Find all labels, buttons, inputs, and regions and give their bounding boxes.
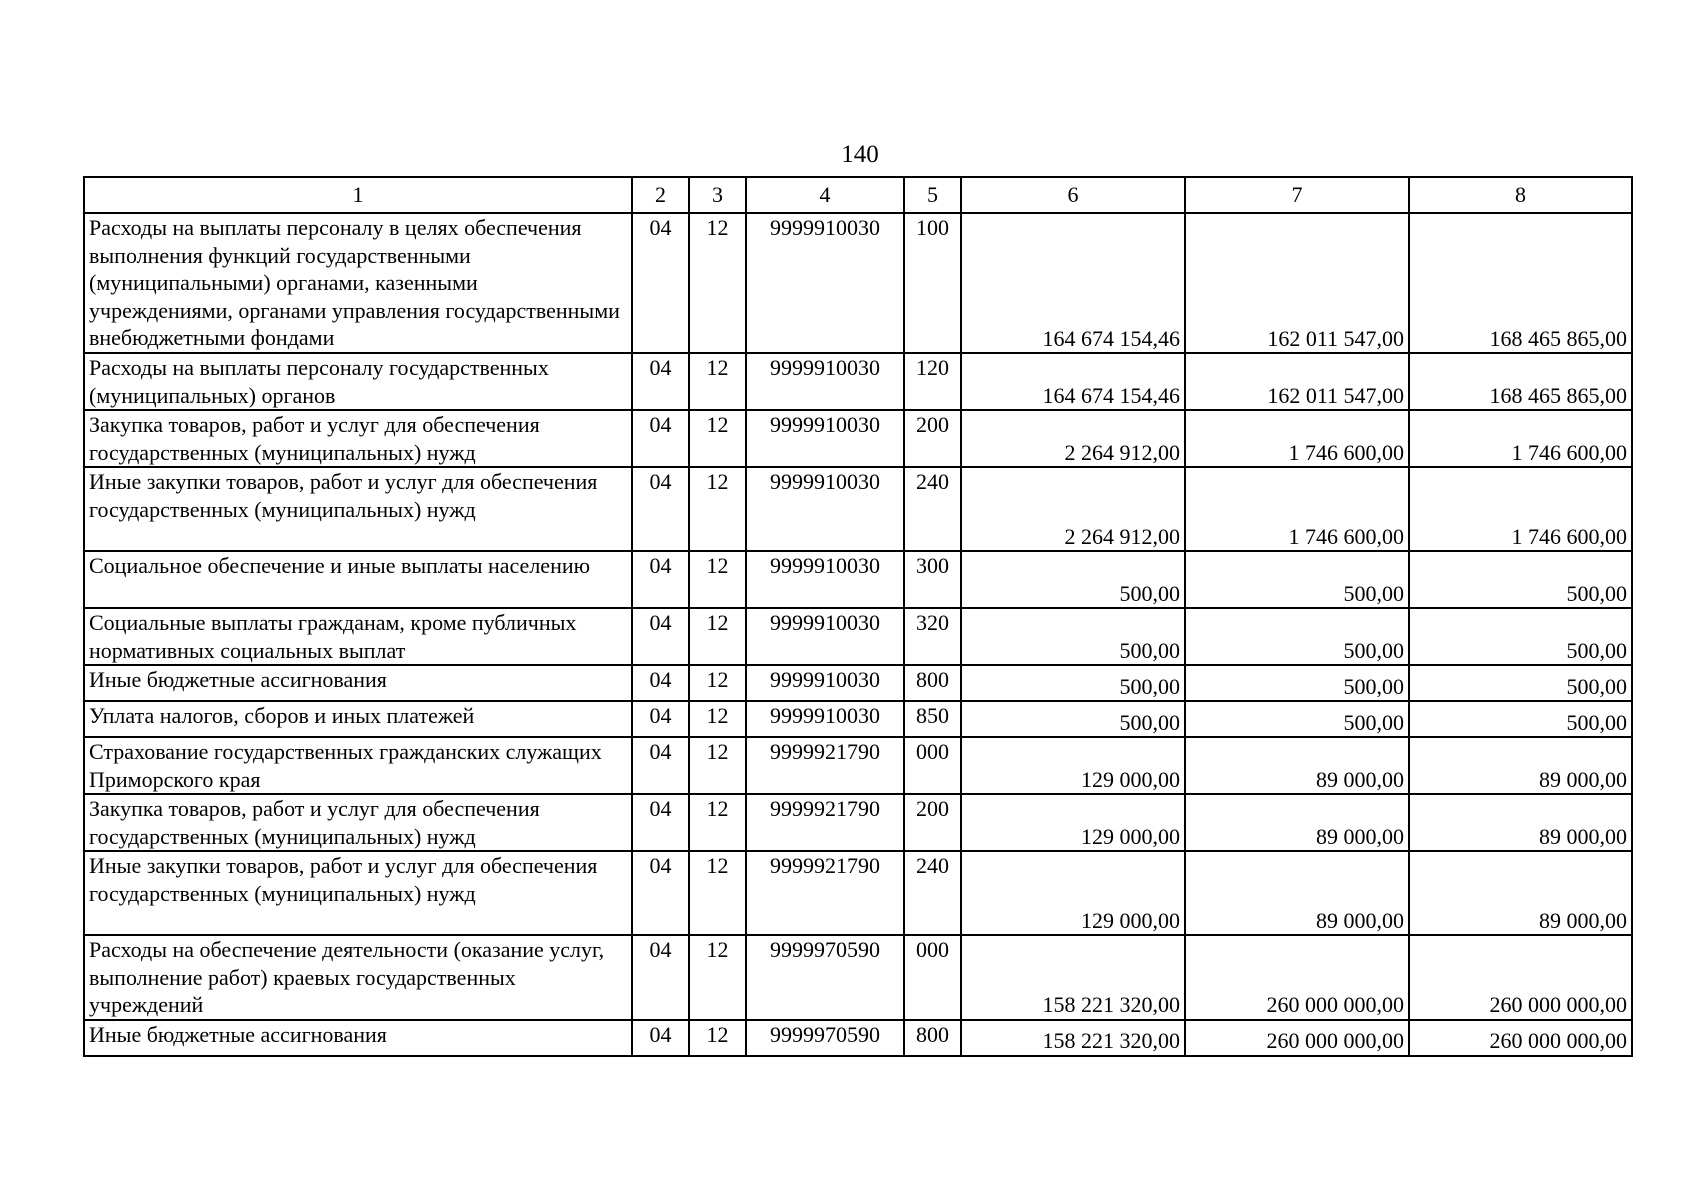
amount-col8: 168 465 865,00: [1409, 353, 1632, 410]
column-header: 4: [746, 177, 904, 213]
target-article-code: 9999921790: [746, 794, 904, 851]
expense-name: Закупка товаров, работ и услуг для обеспечения государственных (муниципальных) нужд: [84, 410, 632, 467]
subsection-code: 12: [689, 665, 746, 701]
target-article-code: 9999910030: [746, 551, 904, 608]
amount-col6: 500,00: [961, 665, 1185, 701]
expense-name: Иные закупки товаров, работ и услуг для обеспечения государственных (муниципальных) нужд: [84, 851, 632, 935]
amount-col7: 89 000,00: [1185, 851, 1409, 935]
target-article-code: 9999921790: [746, 851, 904, 935]
subsection-code: 12: [689, 794, 746, 851]
amount-col7: 260 000 000,00: [1185, 1020, 1409, 1056]
target-article-code: 9999970590: [746, 935, 904, 1020]
amount-col7: 89 000,00: [1185, 794, 1409, 851]
amount-col8: 1 746 600,00: [1409, 467, 1632, 551]
column-number-row: [84, 177, 1632, 213]
subsection-code: 12: [689, 701, 746, 737]
section-code: 04: [632, 353, 689, 410]
subsection-code: 12: [689, 213, 746, 353]
table-row: [84, 701, 1632, 737]
amount-col8: 1 746 600,00: [1409, 410, 1632, 467]
expense-type-code: 000: [904, 737, 961, 794]
expense-type-code: 100: [904, 213, 961, 353]
amount-col6: 158 221 320,00: [961, 935, 1185, 1020]
amount-col8: 500,00: [1409, 608, 1632, 665]
subsection-code: 12: [689, 551, 746, 608]
amount-col8: 89 000,00: [1409, 851, 1632, 935]
section-code: 04: [632, 467, 689, 551]
subsection-code: 12: [689, 935, 746, 1020]
table-row: [84, 410, 1632, 467]
subsection-code: 12: [689, 353, 746, 410]
target-article-code: 9999910030: [746, 608, 904, 665]
column-header: 5: [904, 177, 961, 213]
subsection-code: 12: [689, 410, 746, 467]
amount-col6: 2 264 912,00: [961, 467, 1185, 551]
table-row: [84, 608, 1632, 665]
expense-name: Страхование государственных гражданских служащих Приморского края: [84, 737, 632, 794]
table-row: [84, 935, 1632, 1020]
section-code: 04: [632, 935, 689, 1020]
table-body: [84, 177, 1632, 1056]
expense-name: Расходы на выплаты персоналу в целях обеспечения выполнения функций государственными (муниципальными) органами, казенными учреждениями, органами управления государственными внебюджетными фондами: [84, 213, 632, 353]
amount-col8: 500,00: [1409, 665, 1632, 701]
subsection-code: 12: [689, 467, 746, 551]
amount-col6: 2 264 912,00: [961, 410, 1185, 467]
amount-col8: 500,00: [1409, 701, 1632, 737]
target-article-code: 9999910030: [746, 353, 904, 410]
target-article-code: 9999910030: [746, 701, 904, 737]
column-header: 1: [84, 177, 632, 213]
amount-col6: 164 674 154,46: [961, 213, 1185, 353]
section-code: 04: [632, 851, 689, 935]
table-row: [84, 665, 1632, 701]
table-row: [84, 551, 1632, 608]
table-row: [84, 213, 1632, 353]
amount-col7: 89 000,00: [1185, 737, 1409, 794]
amount-col7: 500,00: [1185, 701, 1409, 737]
expense-name: Иные бюджетные ассигнования: [84, 1020, 632, 1056]
amount-col7: 162 011 547,00: [1185, 353, 1409, 410]
section-code: 04: [632, 551, 689, 608]
expense-name: Закупка товаров, работ и услуг для обеспечения государственных (муниципальных) нужд: [84, 794, 632, 851]
expense-type-code: 300: [904, 551, 961, 608]
amount-col7: 1 746 600,00: [1185, 467, 1409, 551]
expense-type-code: 240: [904, 851, 961, 935]
budget-table: [83, 176, 1633, 1057]
target-article-code: 9999921790: [746, 737, 904, 794]
amount-col6: 129 000,00: [961, 794, 1185, 851]
expense-name: Социальные выплаты гражданам, кроме публичных нормативных социальных выплат: [84, 608, 632, 665]
amount-col8: 260 000 000,00: [1409, 1020, 1632, 1056]
amount-col8: 500,00: [1409, 551, 1632, 608]
subsection-code: 12: [689, 851, 746, 935]
amount-col7: 260 000 000,00: [1185, 935, 1409, 1020]
expense-type-code: 800: [904, 1020, 961, 1056]
section-code: 04: [632, 794, 689, 851]
column-header: 3: [689, 177, 746, 213]
amount-col8: 260 000 000,00: [1409, 935, 1632, 1020]
section-code: 04: [632, 608, 689, 665]
expense-name: Расходы на выплаты персоналу государственных (муниципальных) органов: [84, 353, 632, 410]
expense-type-code: 200: [904, 794, 961, 851]
expense-type-code: 850: [904, 701, 961, 737]
column-header: 8: [1409, 177, 1632, 213]
amount-col6: 158 221 320,00: [961, 1020, 1185, 1056]
table-row: [84, 467, 1632, 551]
target-article-code: 9999910030: [746, 467, 904, 551]
column-header: 7: [1185, 177, 1409, 213]
column-header: 6: [961, 177, 1185, 213]
target-article-code: 9999910030: [746, 665, 904, 701]
amount-col8: 89 000,00: [1409, 794, 1632, 851]
table-row: [84, 353, 1632, 410]
expense-name: Социальное обеспечение и иные выплаты населению: [84, 551, 632, 608]
subsection-code: 12: [689, 608, 746, 665]
expense-type-code: 000: [904, 935, 961, 1020]
section-code: 04: [632, 1020, 689, 1056]
section-code: 04: [632, 213, 689, 353]
amount-col8: 168 465 865,00: [1409, 213, 1632, 353]
page-number: 140: [841, 141, 879, 168]
expense-type-code: 200: [904, 410, 961, 467]
amount-col6: 129 000,00: [961, 851, 1185, 935]
table-row: [84, 737, 1632, 794]
target-article-code: 9999910030: [746, 213, 904, 353]
amount-col7: 500,00: [1185, 608, 1409, 665]
expense-type-code: 320: [904, 608, 961, 665]
amount-col6: 500,00: [961, 701, 1185, 737]
section-code: 04: [632, 665, 689, 701]
table-row: [84, 794, 1632, 851]
target-article-code: 9999910030: [746, 410, 904, 467]
table-row: [84, 851, 1632, 935]
expense-type-code: 120: [904, 353, 961, 410]
expense-name: Расходы на обеспечение деятельности (оказание услуг, выполнение работ) краевых государственных учреждений: [84, 935, 632, 1020]
amount-col7: 500,00: [1185, 665, 1409, 701]
section-code: 04: [632, 410, 689, 467]
column-header: 2: [632, 177, 689, 213]
amount-col8: 89 000,00: [1409, 737, 1632, 794]
amount-col6: 500,00: [961, 608, 1185, 665]
expense-type-code: 800: [904, 665, 961, 701]
subsection-code: 12: [689, 1020, 746, 1056]
amount-col6: 129 000,00: [961, 737, 1185, 794]
amount-col7: 162 011 547,00: [1185, 213, 1409, 353]
amount-col6: 500,00: [961, 551, 1185, 608]
expense-name: Иные закупки товаров, работ и услуг для обеспечения государственных (муниципальных) нужд: [84, 467, 632, 551]
expense-name: Уплата налогов, сборов и иных платежей: [84, 701, 632, 737]
target-article-code: 9999970590: [746, 1020, 904, 1056]
section-code: 04: [632, 701, 689, 737]
section-code: 04: [632, 737, 689, 794]
amount-col7: 1 746 600,00: [1185, 410, 1409, 467]
table-row: [84, 1020, 1632, 1056]
amount-col6: 164 674 154,46: [961, 353, 1185, 410]
expense-name: Иные бюджетные ассигнования: [84, 665, 632, 701]
subsection-code: 12: [689, 737, 746, 794]
expense-type-code: 240: [904, 467, 961, 551]
amount-col7: 500,00: [1185, 551, 1409, 608]
